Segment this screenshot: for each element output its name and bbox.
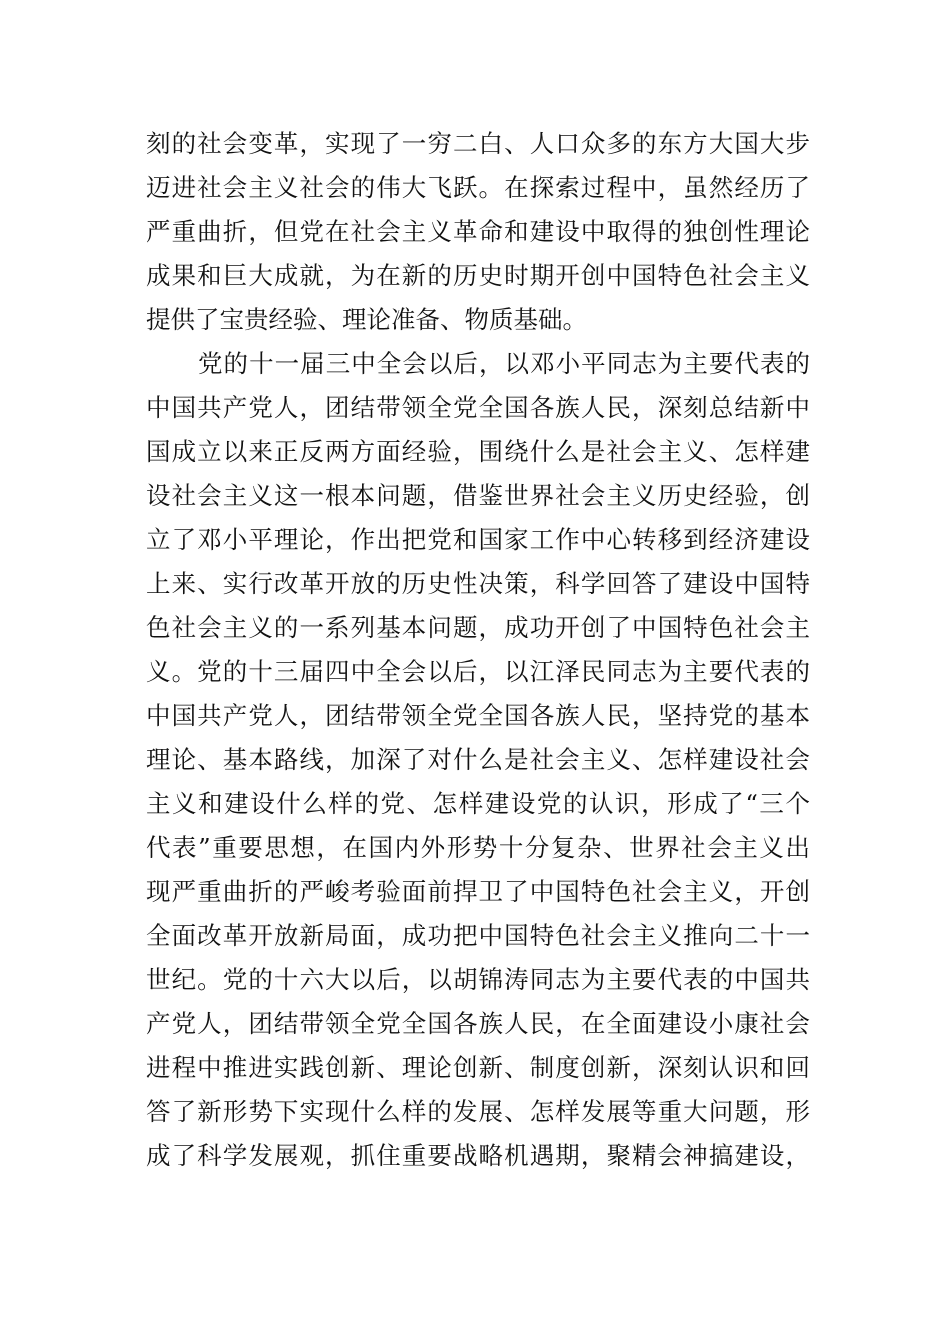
text-line: 答了新形势下实现什么样的发展、怎样发展等重大问题，形 (146, 1097, 810, 1126)
text-line: 成了科学发展观，抓住重要战略机遇期，聚精会神搞建设， (146, 1141, 810, 1170)
text-line: 理论、基本路线，加深了对什么是社会主义、怎样建设社会 (146, 745, 810, 774)
text-line: 刻的社会变革，实现了一穷二白、人口众多的东方大国大步 (146, 129, 810, 158)
text-line: 代表”重要思想，在国内外形势十分复杂、世界社会主义出 (146, 833, 810, 862)
text-line: 主义和建设什么样的党、怎样建设党的认识，形成了“三个 (146, 789, 810, 818)
text-line: 世纪。党的十六大以后，以胡锦涛同志为主要代表的中国共 (146, 965, 810, 994)
body-text (146, 122, 810, 1178)
text-line: 设社会主义这一根本问题，借鉴世界社会主义历史经验，创 (146, 481, 810, 510)
text-line: 中国共产党人，团结带领全党全国各族人民，坚持党的基本 (146, 701, 810, 730)
text-line: 产党人，团结带领全党全国各族人民，在全面建设小康社会 (146, 1009, 810, 1038)
text-line: 色社会主义的一系列基本问题，成功开创了中国特色社会主 (146, 613, 810, 642)
text-line: 全面改革开放新局面，成功把中国特色社会主义推向二十一 (146, 921, 810, 950)
text-line: 义。党的十三届四中全会以后，以江泽民同志为主要代表的 (146, 657, 810, 686)
text-line: 成果和巨大成就，为在新的历史时期开创中国特色社会主义 (146, 261, 810, 290)
paragraph-start-line: 党的十一届三中全会以后，以邓小平同志为主要代表的 (198, 349, 810, 378)
text-line: 现严重曲折的严峻考验面前捍卫了中国特色社会主义，开创 (146, 877, 810, 906)
text-line: 国成立以来正反两方面经验，围绕什么是社会主义、怎样建 (146, 437, 810, 466)
text-line: 提供了宝贵经验、理论准备、物质基础。 (146, 305, 587, 334)
text-line: 严重曲折，但党在社会主义革命和建设中取得的独创性理论 (146, 217, 810, 246)
text-line: 进程中推进实践创新、理论创新、制度创新，深刻认识和回 (146, 1053, 810, 1082)
text-line: 迈进社会主义社会的伟大飞跃。在探索过程中，虽然经历了 (146, 173, 810, 202)
text-line: 上来、实行改革开放的历史性决策，科学回答了建设中国特 (146, 569, 810, 598)
text-line: 立了邓小平理论，作出把党和国家工作中心转移到经济建设 (146, 525, 810, 554)
text-line: 中国共产党人，团结带领全党全国各族人民，深刻总结新中 (146, 393, 810, 422)
